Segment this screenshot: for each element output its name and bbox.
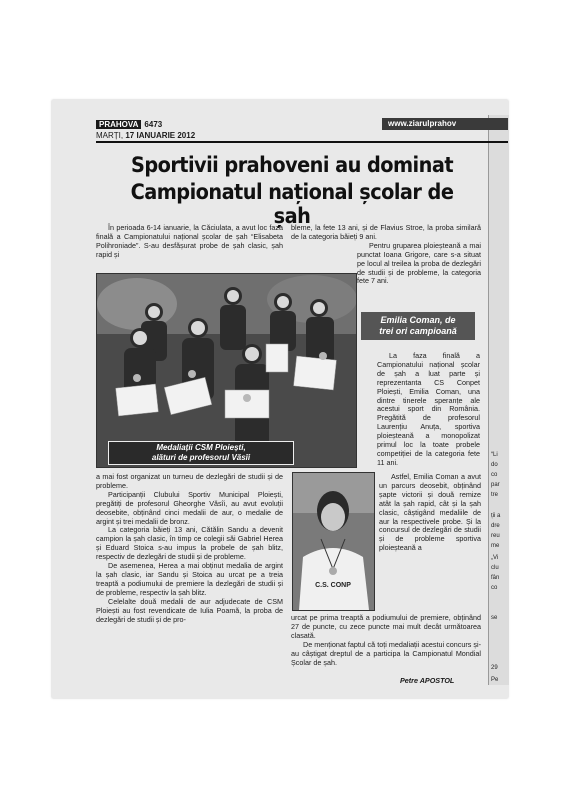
paragraph: bleme, la fete 13 ani, și de Flavius Stroe, la proba similară de la categoria băieți 9 ani. (291, 223, 481, 241)
column-2-lower (379, 473, 481, 553)
side-snippet: se (491, 615, 498, 621)
side-snippet: fân (491, 575, 500, 581)
date-main: 17 IANUARIE 2012 (125, 131, 196, 140)
portrait-photo (292, 472, 375, 611)
paragraph: Participanții Clubului Sportiv Municipal Ploiești, pregătiți de profesorul Gheorghe Văsîi, au avut evoluții deosebite, obținând cinci medalii de aur, o medalie de argint și trei medalii de bronz. (96, 489, 283, 526)
team-photo (96, 273, 357, 468)
column-1-bottom (96, 473, 283, 624)
paragraph: a mai fost organizat un turneu de dezlegări de studii și de probleme. (96, 472, 283, 490)
issue-number: 6473 (144, 120, 163, 129)
caption-line-2: alături de profesorul Văsîi (151, 453, 251, 462)
paragraph: urcat pe prima treaptă a podiumului de premiere, obținând 27 de puncte, cu zece puncte mai mult decât următoarea clasată. (291, 613, 481, 640)
issue-date (96, 131, 195, 140)
pull-quote-line-1: Emilia Coman, de (380, 315, 456, 325)
pull-quote-line-2: trei ori campioană (379, 326, 457, 336)
side-snippet: 29 (491, 665, 498, 671)
side-snippet: Pe (491, 677, 499, 683)
side-snippet: dre (491, 523, 500, 529)
headline-line-1: Sportivii prahoveni au dominat (130, 153, 454, 177)
paragraph: Celelalte două medalii de aur adjudecate de CSM Ploiești au fost revendicate de Iulia Poamă, la proba de dezlegări de studii și de pro- (96, 596, 283, 624)
header-rule (96, 141, 508, 143)
author-byline: Petre APOSTOL (400, 676, 455, 685)
side-snippet: do (491, 462, 498, 468)
side-snippet: „Vi (491, 555, 499, 561)
paragraph: La faza finală a Campionatului național școlar de șah a luat parte și reprezentanta CS Conpet Ploiești, Emilia Coman, una dintre tinerele speranțe ale acestui sport din România. Pregătită de profesorul Laurențiu Anuța, sportiva ploieșteană a monopolizat primul loc la toate probele competiției de la categoria fete 11 ani. (377, 351, 480, 467)
column-2-middle (377, 352, 480, 468)
paragraph: În perioada 6-14 ianuarie, la Căciulata, a avut loc faza finală a Campionatului național școlar de șah “Elisabeta Polihroniade”. S-au desfășurat probe de șah clasic, șah rapid și (96, 223, 283, 259)
paragraph: Pentru gruparea ploieșteană a mai punctat Ioana Grigore, care s-a situat pe locul al treilea la proba de dezlegări de studii și de probleme, la categoria fete 7 ani. (357, 240, 481, 286)
column-2-bottom (291, 614, 481, 667)
side-snippet: reu (491, 533, 500, 539)
paragraph: La categoria băieți 13 ani, Cătălin Sandu a devenit campion la șah clasic, în timp ce colegii săi Gabriel Herea și Eduard Stoica s-au impus la probele de șah blitz, respectiv de dezlegări de studii și de probleme. (96, 525, 283, 562)
side-snippet: tre (491, 492, 499, 498)
side-snippet: clu (491, 565, 499, 571)
side-snippet: par (491, 482, 500, 488)
paragraph: De asemenea, Herea a mai obținut medalia de argint la șah clasic, iar Sandu și Stoica au urcat pe a treia treaptă a podiumului de premiere la dezlegări de studii și de probleme, respectiv la șah blitz. (96, 561, 283, 597)
date-prefix: MARȚI, (96, 131, 124, 140)
caption-line-1: Medaliații CSM Ploiești, (156, 443, 246, 452)
side-snippet: “Li (491, 452, 498, 458)
side-snippet: co (491, 585, 498, 591)
shirt-text: C.S. CONP (315, 582, 351, 589)
paragraph: De menționat faptul că toți medaliații acestui concurs și-au câștigat dreptul de a participa la Campionatul Mondial Școlar de șah. (291, 639, 481, 667)
headline-line-2: Campionatul național școlar de șah (130, 180, 454, 228)
masthead (96, 120, 162, 129)
paragraph: Astfel, Emilia Coman a avut un parcurs deosebit, obținând șapte victorii și două remize atât la șah rapid, cât și la șah clasic, câștigând medaliile de aur la respectivele probe. Și la concursul de dezlegări de studii și de probleme sportiva ploieșteană a (379, 472, 481, 553)
side-snippet: ții a (491, 513, 501, 519)
pull-quote-box (361, 312, 475, 340)
adjacent-column-clip (488, 115, 509, 685)
newspaper-name: PRAHOVA (96, 120, 141, 129)
website-banner: www.ziarulprahov (382, 118, 508, 130)
side-snippet: co (491, 472, 498, 478)
column-1-top (96, 224, 283, 260)
photo-caption (108, 441, 294, 465)
side-snippet: me (491, 543, 500, 549)
